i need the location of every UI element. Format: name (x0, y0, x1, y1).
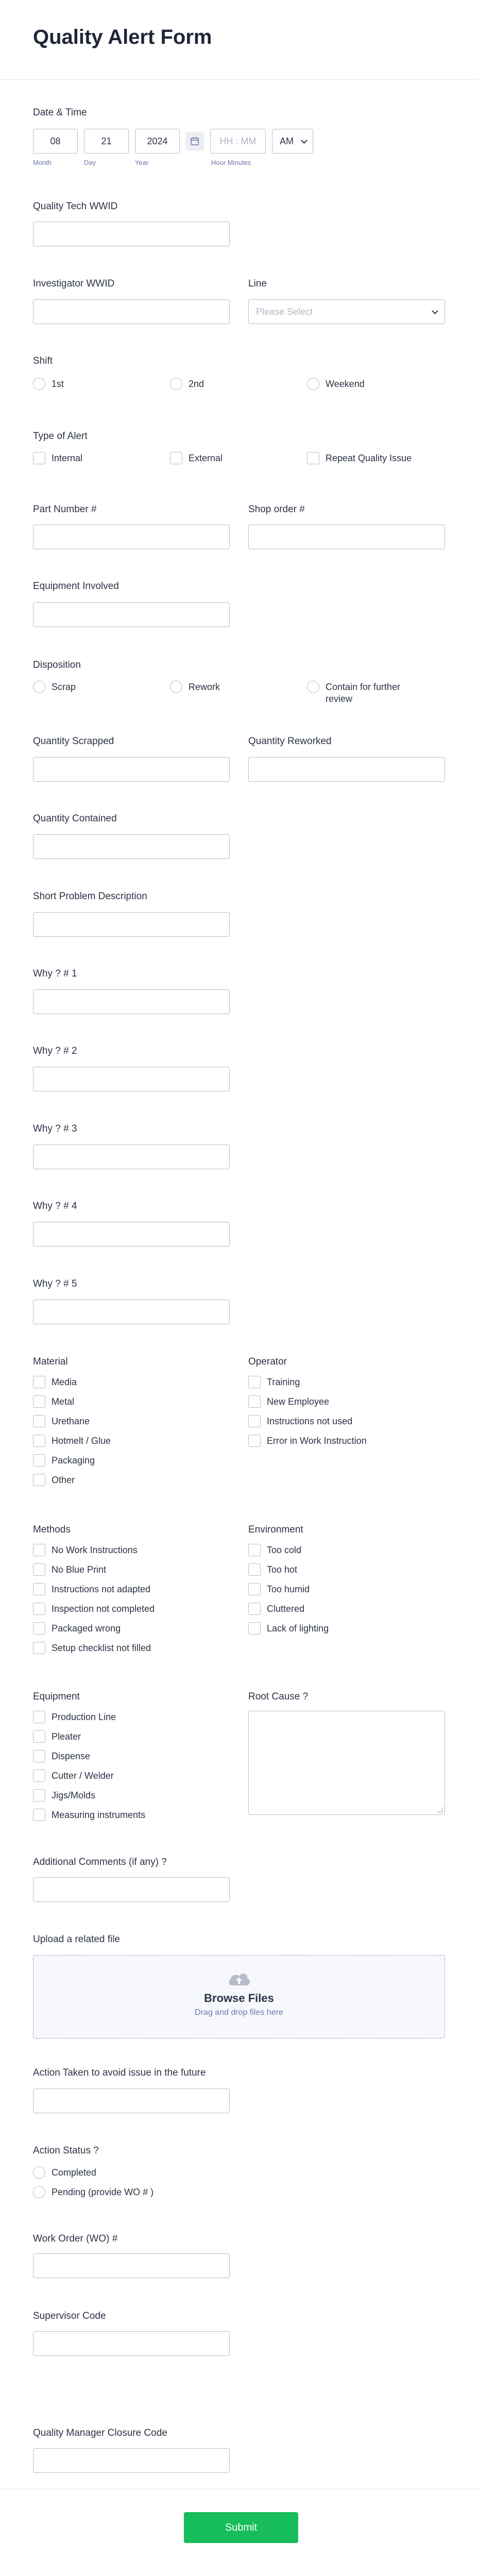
investigator-input[interactable] (33, 299, 230, 324)
part-number-input[interactable] (33, 525, 230, 549)
material-checkbox-hotmelt[interactable] (33, 1435, 45, 1447)
environment-label: Environment (248, 1524, 303, 1535)
work-order-label: Work Order (WO) # (33, 2233, 118, 2244)
alert-option-external: External (189, 453, 223, 463)
line-label: Line (248, 278, 267, 289)
action-status-option-completed: Completed (52, 2167, 97, 2178)
part-number-label: Part Number # (33, 504, 97, 515)
qty-scrapped-label: Quantity Scrapped (33, 736, 114, 747)
equipment-option-pleater: Pleater (52, 1731, 81, 1742)
material-option-other: Other (52, 1475, 75, 1485)
hours-sublabel: Hour Minutes (211, 159, 251, 166)
day-input[interactable]: 21 (84, 129, 129, 154)
methods-option-1: No Work Instructions (52, 1545, 138, 1555)
equipment-label: Equipment (33, 1691, 80, 1702)
methods-option-6: Setup checklist not filled (52, 1643, 151, 1653)
methods-option-3: Instructions not adapted (52, 1584, 151, 1594)
qm-closure-input[interactable] (33, 2448, 230, 2473)
why2-label: Why ? # 2 (33, 1046, 77, 1056)
action-status-radio-pending[interactable] (33, 2186, 45, 2198)
year-sublabel: Year (135, 159, 149, 166)
calendar-icon[interactable] (185, 132, 204, 150)
methods-option-4: Inspection not completed (52, 1604, 155, 1614)
disposition-radio-scrap[interactable] (33, 681, 45, 693)
alert-checkbox-repeat[interactable] (307, 452, 319, 464)
material-checkbox-other[interactable] (33, 1474, 45, 1486)
action-status-label: Action Status ? (33, 2145, 99, 2156)
equipment-checkbox-jigs[interactable] (33, 1789, 45, 1801)
equipment-option-jigs: Jigs/Molds (52, 1790, 96, 1800)
shop-order-input[interactable] (248, 525, 445, 549)
why1-input[interactable] (33, 989, 230, 1014)
disposition-option-scrap: Scrap (52, 682, 76, 692)
qty-contained-input[interactable] (33, 834, 230, 859)
environment-checkbox-too-hot[interactable] (248, 1563, 261, 1576)
disposition-radio-rework[interactable] (170, 681, 182, 693)
operator-label: Operator (248, 1356, 287, 1367)
equipment-checkbox-pleater[interactable] (33, 1730, 45, 1743)
supervisor-code-label: Supervisor Code (33, 2311, 106, 2321)
why4-label: Why ? # 4 (33, 1201, 77, 1211)
month-input[interactable]: 08 (33, 129, 78, 154)
ampm-select[interactable] (272, 129, 313, 154)
shift-radio-1st[interactable] (33, 378, 45, 390)
cloud-upload-icon (227, 1970, 251, 1986)
form-header (0, 0, 479, 80)
line-select[interactable] (248, 299, 445, 324)
why4-input[interactable] (33, 1222, 230, 1247)
operator-option-training: Training (267, 1377, 300, 1387)
shift-option-2nd: 2nd (189, 379, 204, 389)
methods-checkbox-1[interactable] (33, 1544, 45, 1556)
why5-input[interactable] (33, 1300, 230, 1324)
qty-scrapped-input[interactable] (33, 757, 230, 782)
shift-label: Shift (33, 356, 53, 366)
operator-option-instructions-not-used: Instructions not used (267, 1416, 353, 1426)
action-status-option-pending: Pending (provide WO # ) (52, 2187, 154, 2197)
work-order-input[interactable] (33, 2253, 230, 2278)
qty-reworked-input[interactable] (248, 757, 445, 782)
equipment-checkbox-production-line[interactable] (33, 1711, 45, 1723)
methods-label: Methods (33, 1524, 71, 1535)
operator-option-new-employee: New Employee (267, 1396, 330, 1407)
environment-option-lighting: Lack of lighting (267, 1623, 329, 1634)
day-sublabel: Day (84, 159, 96, 166)
shift-radio-weekend[interactable] (307, 378, 319, 390)
disposition-option-contain-line2: review (326, 694, 353, 704)
environment-option-too-humid: Too humid (267, 1584, 310, 1594)
time-input[interactable]: HH : MM (210, 129, 266, 154)
shop-order-label: Shop order # (248, 504, 305, 515)
quality-tech-input[interactable] (33, 222, 230, 246)
equipment-option-cutter: Cutter / Welder (52, 1771, 114, 1781)
alert-option-internal: Internal (52, 453, 83, 463)
methods-checkbox-4[interactable] (33, 1603, 45, 1615)
qty-reworked-label: Quantity Reworked (248, 736, 332, 747)
form-title: Quality Alert Form (33, 26, 212, 48)
environment-option-too-hot: Too hot (267, 1564, 298, 1575)
environment-checkbox-too-humid[interactable] (248, 1583, 261, 1595)
material-checkbox-packaging[interactable] (33, 1454, 45, 1467)
alert-option-repeat: Repeat Quality Issue (326, 453, 412, 463)
disposition-option-contain: Contain for further (326, 682, 401, 692)
additional-comments-input[interactable] (33, 1877, 230, 1902)
environment-option-cluttered: Cluttered (267, 1604, 305, 1614)
environment-checkbox-cluttered[interactable] (248, 1603, 261, 1615)
resize-handle-icon[interactable] (437, 1807, 442, 1812)
equipment-involved-input[interactable] (33, 602, 230, 627)
browse-files-title[interactable]: Browse Files (204, 1992, 274, 2005)
material-option-urethane: Urethane (52, 1416, 90, 1426)
operator-checkbox-new-employee[interactable] (248, 1395, 261, 1408)
material-label: Material (33, 1356, 68, 1367)
line-placeholder: Please Select (256, 307, 313, 317)
action-taken-input[interactable] (33, 2089, 230, 2113)
material-option-metal: Metal (52, 1396, 75, 1407)
shift-radio-2nd[interactable] (170, 378, 182, 390)
equipment-checkbox-cutter[interactable] (33, 1770, 45, 1782)
disposition-option-rework: Rework (189, 682, 220, 692)
ampm-value: AM (280, 136, 294, 146)
supervisor-code-input[interactable] (33, 2331, 230, 2356)
equipment-option-measuring: Measuring instruments (52, 1810, 146, 1820)
month-sublabel: Month (33, 159, 52, 166)
chevron-down-icon (301, 137, 307, 144)
drag-drop-subtitle: Drag and drop files here (195, 2008, 283, 2017)
equipment-checkbox-dispense[interactable] (33, 1750, 45, 1762)
operator-option-error-work-instruction: Error in Work Instruction (267, 1436, 367, 1446)
disposition-radio-contain[interactable] (307, 681, 319, 693)
action-status-radio-completed[interactable] (33, 2166, 45, 2179)
equipment-checkbox-measuring[interactable] (33, 1809, 45, 1821)
additional-comments-label: Additional Comments (if any) ? (33, 1857, 167, 1867)
why2-input[interactable] (33, 1067, 230, 1091)
material-checkbox-metal[interactable] (33, 1395, 45, 1408)
why1-label: Why ? # 1 (33, 968, 77, 979)
investigator-label: Investigator WWID (33, 278, 115, 289)
year-input[interactable]: 2024 (135, 129, 180, 154)
action-taken-label: Action Taken to avoid issue in the future (33, 2067, 206, 2078)
quality-tech-label: Quality Tech WWID (33, 201, 118, 212)
alert-checkbox-internal[interactable] (33, 452, 45, 464)
methods-option-5: Packaged wrong (52, 1623, 121, 1634)
short-problem-label: Short Problem Description (33, 891, 147, 902)
root-cause-textarea[interactable] (248, 1711, 445, 1815)
why5-label: Why ? # 5 (33, 1278, 77, 1289)
material-option-media: Media (52, 1377, 77, 1387)
methods-checkbox-5[interactable] (33, 1622, 45, 1635)
methods-checkbox-6[interactable] (33, 1642, 45, 1654)
alert-type-label: Type of Alert (33, 431, 88, 442)
equipment-option-production-line: Production Line (52, 1712, 116, 1722)
material-checkbox-media[interactable] (33, 1376, 45, 1388)
operator-checkbox-error-work-instruction[interactable] (248, 1435, 261, 1447)
short-problem-input[interactable] (33, 912, 230, 937)
submit-button[interactable]: Submit (184, 2512, 298, 2543)
operator-checkbox-instructions-not-used[interactable] (248, 1415, 261, 1427)
file-upload-dropzone[interactable] (33, 1955, 445, 2039)
chevron-down-icon (432, 308, 438, 314)
methods-checkbox-3[interactable] (33, 1583, 45, 1595)
alert-checkbox-external[interactable] (170, 452, 182, 464)
shift-option-weekend: Weekend (326, 379, 365, 389)
material-option-hotmelt: Hotmelt / Glue (52, 1436, 111, 1446)
material-option-packaging: Packaging (52, 1455, 95, 1466)
environment-checkbox-lighting[interactable] (248, 1622, 261, 1635)
methods-checkbox-2[interactable] (33, 1563, 45, 1576)
material-checkbox-urethane[interactable] (33, 1415, 45, 1427)
equipment-involved-label: Equipment Involved (33, 581, 119, 592)
environment-checkbox-too-cold[interactable] (248, 1544, 261, 1556)
upload-label: Upload a related file (33, 1934, 120, 1945)
equipment-option-dispense: Dispense (52, 1751, 91, 1761)
disposition-label: Disposition (33, 660, 81, 670)
environment-option-too-cold: Too cold (267, 1545, 302, 1555)
qm-closure-label: Quality Manager Closure Code (33, 2428, 167, 2438)
root-cause-label: Root Cause ? (248, 1691, 309, 1702)
methods-option-2: No Blue Print (52, 1564, 107, 1575)
shift-option-1st: 1st (52, 379, 64, 389)
why3-input[interactable] (33, 1144, 230, 1169)
date-time-label: Date & Time (33, 107, 87, 118)
why3-label: Why ? # 3 (33, 1123, 77, 1134)
qty-contained-label: Quantity Contained (33, 813, 117, 824)
operator-checkbox-training[interactable] (248, 1376, 261, 1388)
